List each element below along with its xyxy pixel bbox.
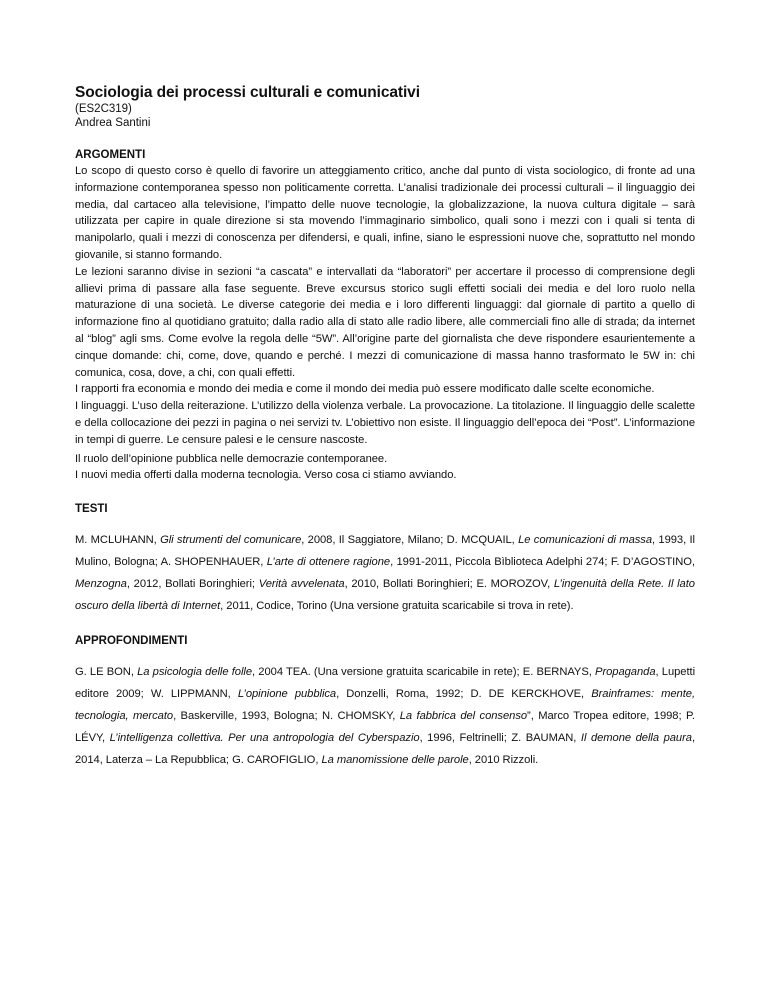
reference-title: Verità avvelenata [258, 578, 345, 591]
course-teacher: Andrea Santini [75, 117, 151, 129]
reference-details: , 2010 Rizzoli. [468, 754, 539, 767]
reference-details: , 2014, Laterza – La Repubblica; [75, 732, 695, 767]
reference-title: Il demone della paura [580, 732, 692, 745]
reference-title: L’arte di ottenere ragione [266, 556, 391, 569]
reference-title: L’ingenuità della Rete. Il lato oscuro della libertà di Internet [75, 578, 695, 613]
argomenti-paragraph: I rapporti fra economia e mondo dei media e come il mondo dei media può essere modificato dalle scelte economiche. [75, 383, 655, 396]
reference-author: A. SHOPENHAUER, [160, 556, 267, 569]
argomenti-paragraph: I linguaggi. L’uso della reiterazione. L’utilizzo della violenza verbale. La provocazione. La titolazione. Il linguaggio delle scalette e della collocazione dei pezzi in pagina o nei servizi tv. L’obiettivo non esiste. Il linguaggio dell’epoca dei “Post”. L’informazione in tempi di guerre. Le censure palesi e le censure nascoste. [75, 400, 695, 446]
course-title: Sociologia dei processi culturali e comunicativi [75, 84, 420, 101]
reference-details: , 1993, Il Mulino, Bologna; [75, 534, 695, 569]
reference-title: La fabbrica del consenso [399, 710, 528, 723]
reference-details: , 2008, Il Saggiatore, Milano; [301, 534, 447, 547]
reference-title: Le comunicazioni di massa [518, 534, 652, 547]
reference-details: , Donzelli, Roma, 1992; [336, 688, 471, 701]
course-code: (ES2C319) [75, 103, 132, 115]
testi-references [75, 529, 695, 617]
section-heading-testi: TESTI [75, 503, 108, 516]
reference-title: La psicologia delle folle [137, 666, 253, 679]
argomenti-paragraph: Le lezioni saranno divise in sezioni “a cascata” e intervallati da “laboratori” per accertare il processo di comprensione degli allievi prima di passare alla fase seguente. Breve excursus storico sugli effetti sociali dei media e del loro ruolo nella maturazione di una società. Le diverse categorie dei media e i loro differenti linguaggi: dal giornale di partito a quello di informazione fino al quotidiano gratuito; dalla radio alla di stato alle radio libere, alle commerciali fino alle di strada; da internet al “blog” agli sms. Come evolve la regola delle “5W”. All’origine parte del giornalista che deve rispondere esaurientemente a cinque domande: chi, come, dove, quando e perché. I mezzi di comunicazione di massa hanno trasformato le 5W in: chi comunica, cosa, dove, a chi, con quali effetti. [75, 265, 695, 379]
reference-author: D. MCQUAIL, [446, 534, 519, 547]
argomenti-paragraph: Il ruolo dell’opinione pubblica nelle democrazie contemporanee. [75, 452, 388, 465]
reference-author: Z. BAUMAN, [511, 732, 581, 745]
reference-details: , 1991-2011, Piccola Bìblioteca Adelphi 274; [390, 556, 611, 569]
reference-title: Gli strumenti del comunicare [160, 534, 302, 547]
reference-details: ”, Marco Tropea editore, 1998; [527, 710, 686, 723]
section-heading-approfondimenti: APPROFONDIMENTI [75, 635, 188, 648]
reference-details: , 2010, Bollati Boringhieri; [344, 578, 477, 591]
reference-details: , 1996, Feltrinelli; [419, 732, 512, 745]
reference-title: L’intelligenza collettiva. Per una antropologia del Cyberspazio [109, 732, 420, 745]
reference-author: E. MOROZOV, [476, 578, 554, 591]
reference-details: , Lupetti editore 2009; [75, 666, 696, 701]
reference-details: , 2012, Bollati Boringhieri; [126, 578, 259, 591]
reference-author: N. CHOMSKY, [321, 710, 400, 723]
reference-title: Menzogna [75, 578, 127, 591]
argomenti-paragraph: I nuovi media offerti dalla moderna tecnologia. Verso cosa ci stiamo avviando. [75, 469, 457, 482]
document-content [75, 84, 695, 771]
reference-author: W. LIPPMANN, [150, 688, 238, 701]
reference-author: G. LE BON, [75, 666, 138, 679]
reference-author: E. BERNAYS, [522, 666, 596, 679]
argomenti-paragraph: Lo scopo di questo corso è quello di favorire un atteggiamento critico, anche dal punto di vista sociologico, di fronte ad una informazione contemporanea spesso non politicamente corretta. L’analisi tradizionale dei processi culturali – il linguaggio dei media, dal cartaceo alla televisione, l’impatto delle nuove tecnologie, la globalizzazione, la nuova cultura digitale – sarà utilizzata per capire in quale direzione si sta movendo l’immaginario simbolico, quali sono i mezzi con i quali si tenta di manipolarlo, quali i mezzi di conoscenza per difendersi, e quali, infine, siano le espressioni nuove che, soprattutto nel mondo giovanile, si stanno formando. [75, 165, 695, 261]
reference-details: , 2004 TEA. (Una versione gratuita scaricabile in rete); [252, 666, 523, 679]
reference-title: La manomissione delle parole [321, 754, 469, 767]
reference-title: Brainframes: mente, tecnologia, mercato [75, 688, 696, 723]
reference-author: P. LÉVY, [75, 710, 695, 745]
reference-author: D. DE KERCKHOVE, [470, 688, 592, 701]
reference-author: G. CAROFIGLIO, [232, 754, 322, 767]
reference-author: F. D’AGOSTINO, [610, 556, 695, 569]
section-heading-argomenti: ARGOMENTI [75, 149, 146, 161]
approfondimenti-references [75, 661, 695, 771]
reference-title: L’opinione pubblica [237, 688, 337, 701]
reference-title: Propaganda [595, 666, 656, 679]
reference-details: , 2011, Codice, Torino (Una versione gratuita scaricabile si trova in rete). [220, 600, 574, 613]
reference-author: M. MCLUHANN, [75, 534, 161, 547]
reference-details: , Baskerville, 1993, Bologna; [173, 710, 322, 723]
